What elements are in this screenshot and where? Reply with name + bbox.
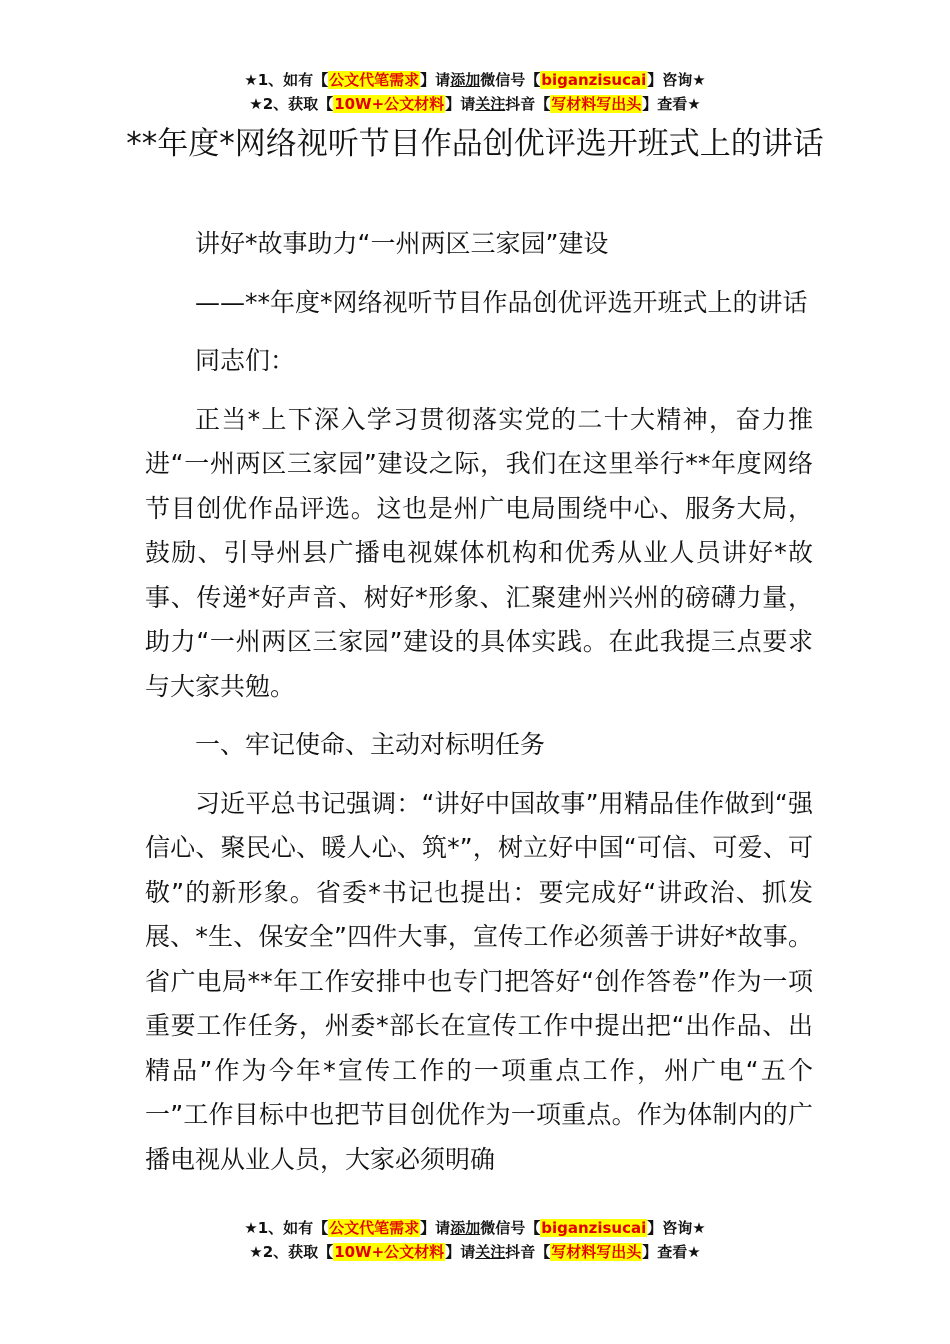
header-banner — [0, 68, 950, 116]
banner-highlight: biganzisucai — [541, 1219, 647, 1237]
banner-text: 微信号【 — [480, 1219, 541, 1237]
banner-highlight: biganzisucai — [541, 71, 647, 89]
banner-underlined: 添加 — [450, 71, 481, 89]
document-body — [145, 222, 813, 1182]
banner-text: 微信号【 — [480, 71, 541, 89]
banner-highlight: 写材料写出头 — [551, 1243, 642, 1261]
banner-text: ★2、获取【 — [249, 95, 334, 113]
banner-text: ★1、如有【 — [244, 1219, 329, 1237]
banner-line-2 — [0, 1240, 950, 1264]
banner-line-1 — [0, 68, 950, 92]
subtitle-dash: ——**年度*网络视听节目作品创优评选开班式上的讲话 — [195, 287, 808, 317]
banner-text: 】咨询★ — [647, 1219, 706, 1237]
banner-underlined: 添加 — [450, 1219, 481, 1237]
banner-underlined: 关注 — [475, 1243, 506, 1261]
banner-underlined: 关注 — [475, 95, 506, 113]
banner-text: ★2、获取【 — [249, 1243, 334, 1261]
banner-text: 抖音【 — [505, 1243, 551, 1261]
banner-text: 】查看★ — [642, 1243, 701, 1261]
banner-highlight: 10W+公文材料 — [334, 95, 445, 113]
banner-text: 】请 — [445, 1243, 476, 1261]
banner-text: 】查看★ — [642, 95, 701, 113]
banner-line-1 — [0, 1216, 950, 1240]
banner-text: 】请 — [445, 95, 476, 113]
banner-line-2 — [0, 92, 950, 116]
document-title: **年度*网络视听节目作品创优评选开班式上的讲话 — [126, 126, 824, 162]
banner-text: ★1、如有【 — [244, 71, 329, 89]
banner-text: 】请 — [420, 71, 451, 89]
banner-text: 】请 — [420, 1219, 451, 1237]
banner-highlight: 公文代笔需求 — [329, 71, 420, 89]
banner-highlight: 公文代笔需求 — [329, 1219, 420, 1237]
banner-text: 】咨询★ — [647, 71, 706, 89]
paragraph: 正当*上下深入学习贯彻落实党的二十大精神，奋力推进“一州两区三家园”建设之际，我们在这里举行**年度网络节目创优作品评选。这也是州广电局围绕中心、服务大局，鼓励、引导州县广播电视媒体机构和优秀从业人员讲好*故事、传递*好声音、树好*形象、汇聚建州兴州的磅礴力量，助力“一州两区三家园”建设的具体实践。在此我提三点要求与大家共勉。 — [145, 404, 813, 701]
subtitle: 讲好*故事助力“一州两区三家园”建设 — [195, 229, 609, 258]
banner-highlight: 10W+公文材料 — [334, 1243, 445, 1261]
banner-text: 抖音【 — [505, 95, 551, 113]
footer-banner — [0, 1216, 950, 1264]
banner-highlight: 写材料写出头 — [551, 95, 642, 113]
paragraph: 习近平总书记强调：“讲好中国故事”用精品佳作做到“强信心、聚民心、暖人心、筑*”，树立好中国“可信、可爱、可敬”的新形象。省委*书记也提出：要完成好“讲政治、抓发展、*生、保安全”四件大事，宣传工作必须善于讲好*故事。省广电局**年工作安排中也专门把答好“创作答卷”作为一项重要工作任务，州委*部长在宣传工作中提出把“出作品、出精品”作为今年*宣传工作的一项重点工作，州广电“五个一”工作目标中也把节目创优作为一项重点。作为体制内的广播电视从业人员，大家必须明确 — [145, 788, 813, 1174]
section-heading: 一、牢记使命、主动对标明任务 — [195, 730, 546, 759]
salutation: 同志们： — [195, 346, 296, 375]
